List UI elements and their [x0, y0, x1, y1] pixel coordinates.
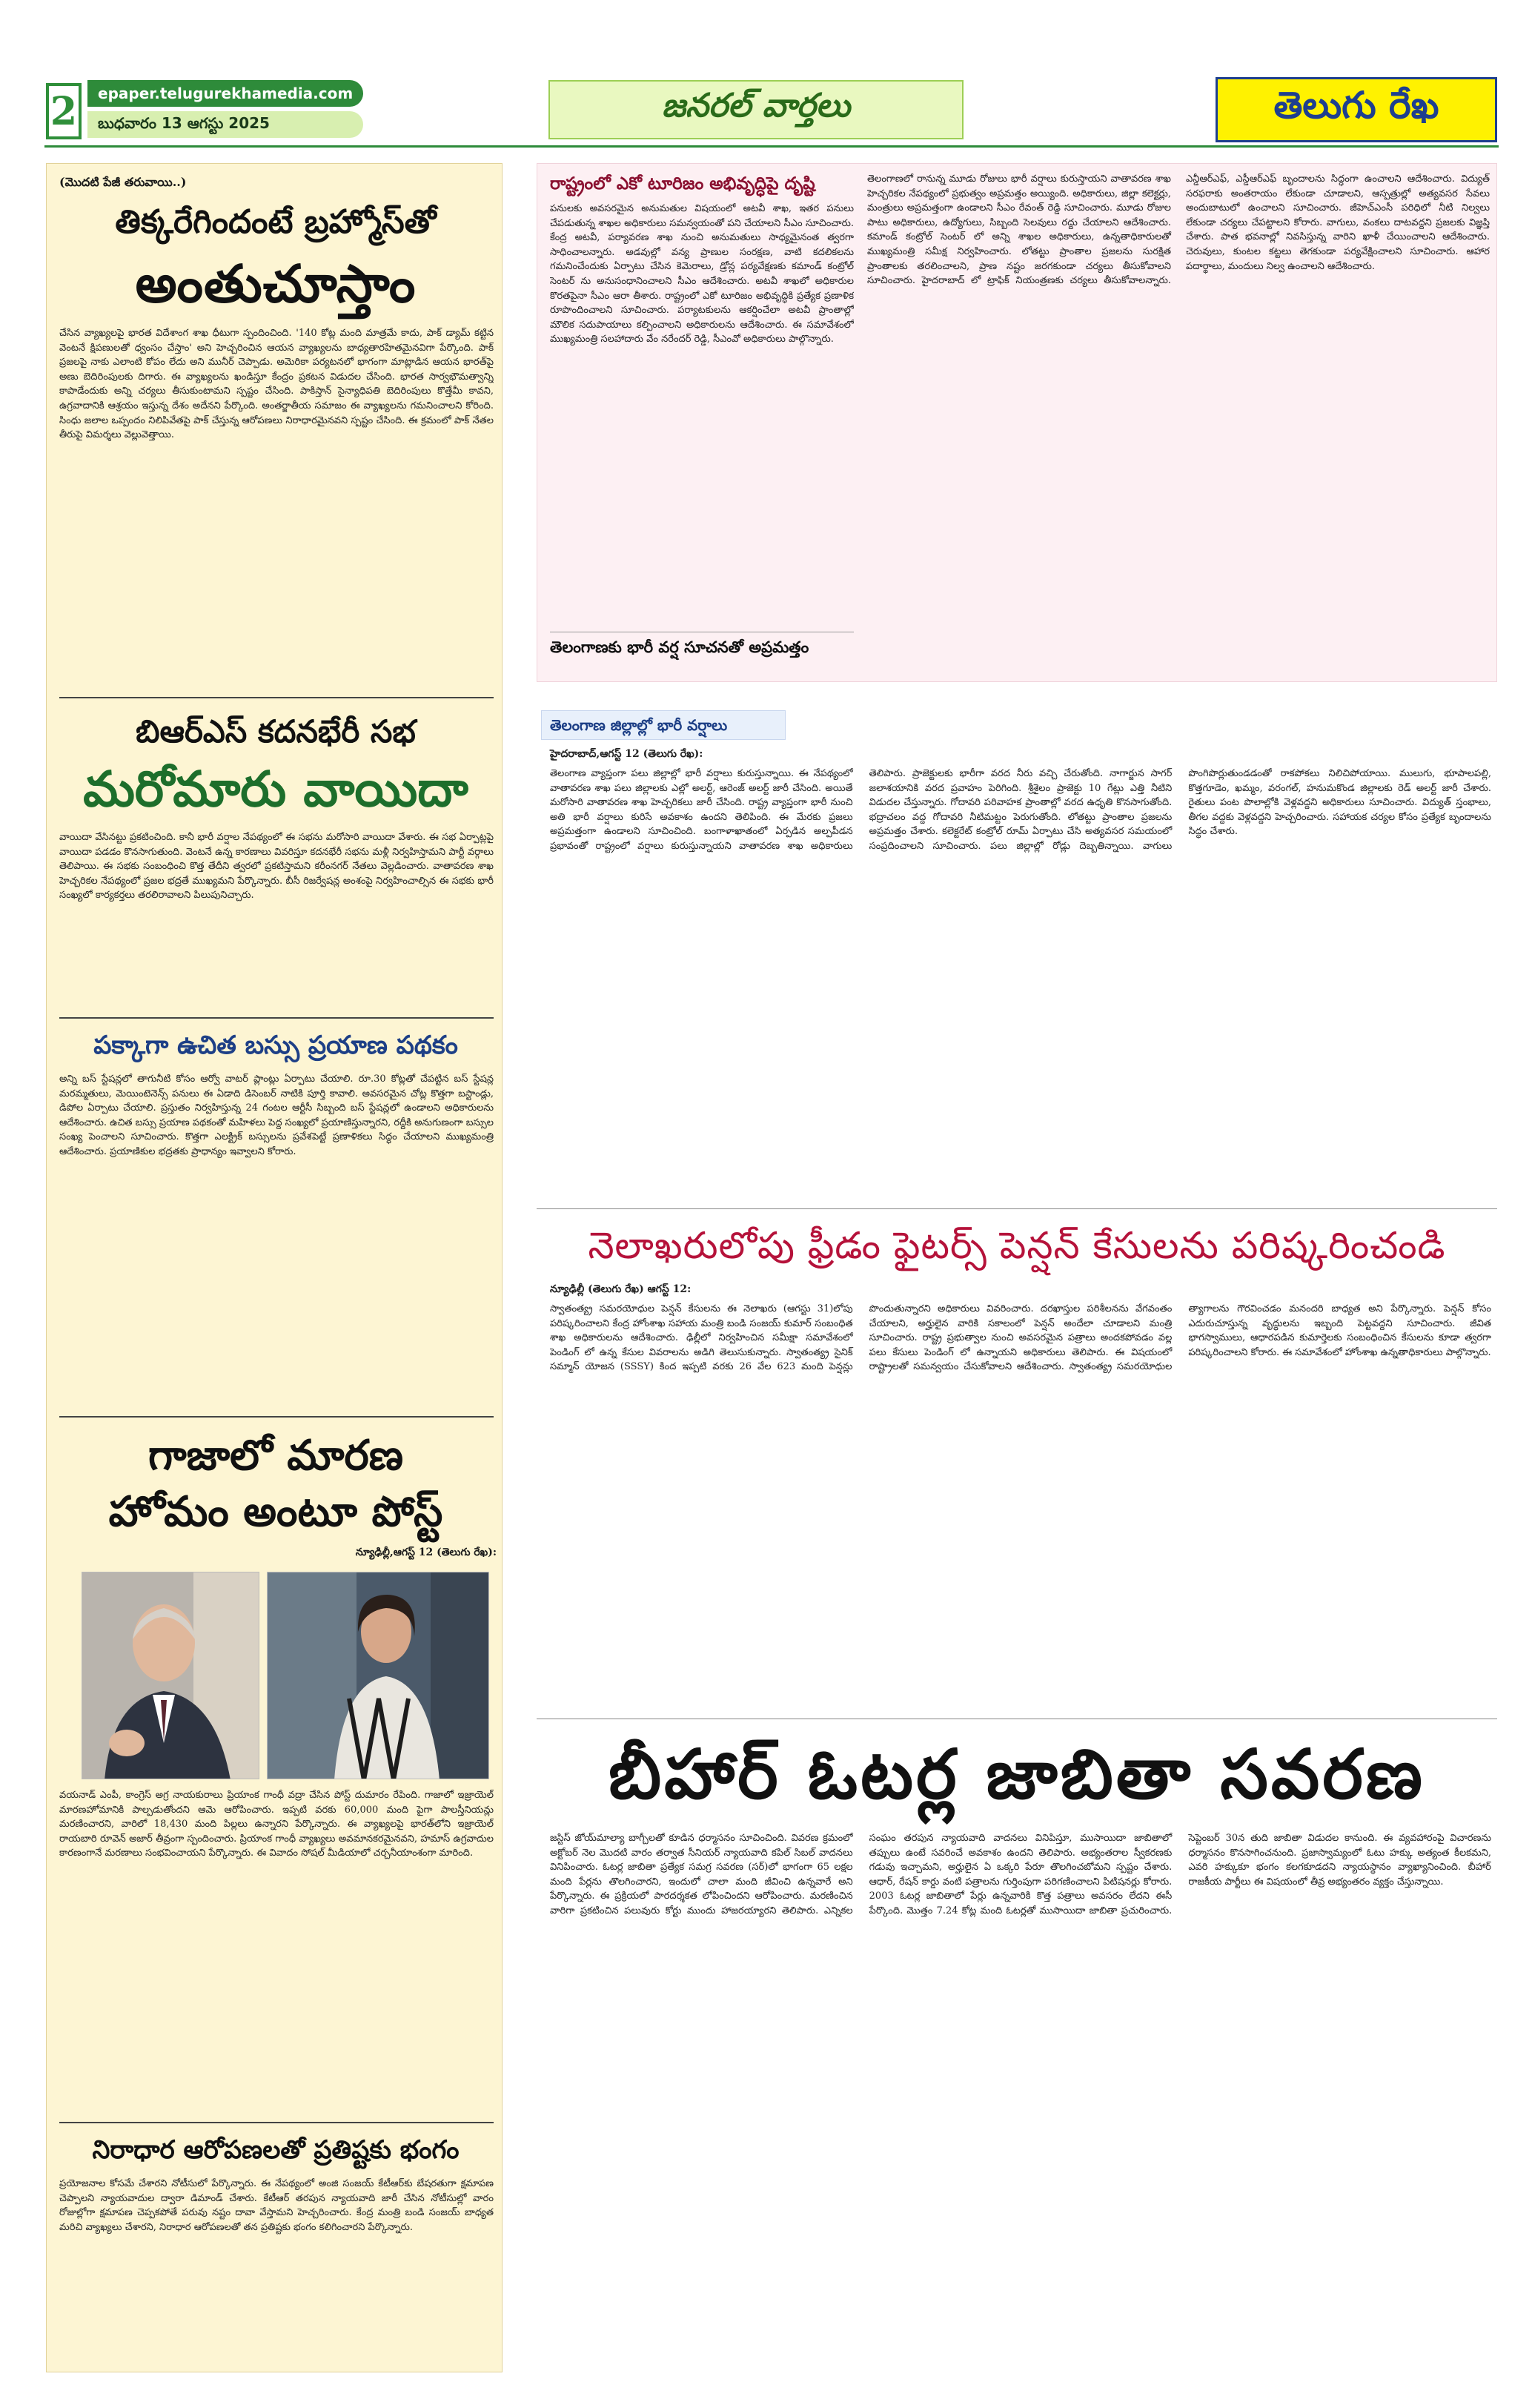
- continuation-note: (మొదటి పేజీ తరువాయి..): [59, 175, 187, 189]
- story4-headline-line1: గాజాలో మారణ: [148, 1431, 403, 1480]
- story1-headline-line2: అంతుచూస్తాం: [135, 253, 417, 314]
- story4-body: వయనాడ్ ఎంపీ, కాంగ్రెస్ అగ్ర నాయకురాలు ప్రియాంక గాంధీ వద్రా చేసిన పోస్ట్ దుమారం రేపింది. గాజాలో ఇజ్రాయెల్ మారణహోమానికి పాల్పడుతోందని ఆమె ఆరోపించారు. ఇప్పటి వరకు 60,000 మంది పైగా పాలస్తీనియన్లు మరణించారని, వారిలో 18,430 మంది పిల్లలు ఉన్నారని పేర్కొన్నారు. ఈ వ్యాఖ్యలపై భారత్‌లోని ఇజ్రాయెల్ రాయబారి రూవెన్ అజార్ తీవ్రంగా స్పందించారు. ప్రియాంక గాంధీ వ్యాఖ్యలు అవమానకరమైనవని, హమాస్ ఉగ్రవాదుల కారణంగానే మరణాలు సంభవించాయని పేర్కొన్నారు. ఈ వివాదం సోషల్ మీడియాలో చర్చనీయాంశంగా మారింది.: [59, 1790, 494, 1859]
- pension-headline: నెలాఖరులోపు ఫ్రీడం ఫైటర్స్ పెన్షన్ కేసులను పరిష్కరించండి: [588, 1224, 1446, 1267]
- masthead-rule: [44, 145, 1499, 148]
- story2-headline-line2: మరోమారు వాయిదా: [83, 760, 468, 818]
- page-number: 2: [46, 83, 82, 139]
- story3-body: అన్ని బస్ స్టేషన్లలో తాగునీటి కోసం ఆర్వో వాటర్ ప్లాంట్లు ఏర్పాటు చేయాలి. రూ.30 కోట్లతో చేపట్టిన బస్ స్టేషన్ల మరమ్మతులు, మెయింటెనెన్స్ పనులు ఈ ఏడాది డిసెంబర్ నాటికి పూర్తి కావాలి. అవసరమైన చోట్ల కొత్తగా బస్టాండ్లు, డిపోల ఏర్పాటు చేయాలి. ప్రస్తుతం నిర్వహిస్తున్న 24 గంటల ఆర్టీసీ సిబ్బంది బస్ స్టేషన్లలో ఉండాలని అధికారులను ఆదేశించారు. ఉచిత బస్సు ప్రయాణ పథకంతో మహిళలు పెద్ద సంఖ్యలో ప్రయాణిస్తున్నారని, రద్దీకి అనుగుణంగా బస్సుల సంఖ్య పెంచాలని సూచించారు. కొత్తగా ఎలక్ట్రిక్ బస్సులను ప్రవేశపెట్టే ప్రణాళికలు సిద్ధం చేయాలని ముఖ్యమంత్రి ఆదేశించారు. ప్రయాణికుల భద్రతకు ప్రాధాన్యం ఇవ్వాలని కోరారు.: [59, 1074, 494, 1157]
- bihar-body: జస్టిస్ జోయ్‌మాల్యా బాగ్చీలతో కూడిన ధర్మాసనం సూచించింది. వివరణ క్రమంలో అక్టోబర్ నెల మొదటి వారం తర్వాత సీనియర్ న్యాయవాది కపిల్ సిబల్ వాదనలు వినిపించారు. ఓటర్ల జాబితా ప్రత్యేక సమగ్ర సవరణ (సర్)లో భాగంగా 65 లక్షల మంది పేర్లను తొలగించారని, ఇందులో చాలా మంది జీవించి ఉన్నవారే అని పేర్కొన్నారు. ఈ ప్రక్రియలో పారదర్శకత లోపించిందని ఆరోపించారు. మరణించిన వారిగా ప్రకటించిన పలువురు కోర్టు ముందు హాజరయ్యారని తెలిపారు. ఎన్నికల సంఘం తరపున న్యాయవాది వాదనలు వినిపిస్తూ, ముసాయిదా జాబితాలో తప్పులు ఉంటే సవరించే అవకాశం ఉందని తెలిపారు. అభ్యంతరాల స్వీకరణకు గడువు ఇచ్చామని, అర్హులైన ఏ ఒక్కరి పేరూ తొలగించబోమని స్పష్టం చేశారు. ఆధార్, రేషన్ కార్డు వంటి పత్రాలను గుర్తింపుగా పరిగణించాలని పిటిషనర్లు కోరారు. 2003 ఓటర్ల జాబితాలో పేర్లు ఉన్నవారికి కొత్త పత్రాలు అవసరం లేదని ఈసీ పేర్కొంది. మొత్తం 7.24 కోట్ల మంది ఓటర్లతో ముసాయిదా జాబితా ప్రచురించారు. సెప్టెంబర్ 30న తుది జాబితా విడుదల కానుంది. ఈ వ్యవహారంపై విచారణను ధర్మాసనం కొనసాగించనుంది. ప్రజాస్వామ్యంలో ఓటు హక్కు అత్యంత కీలకమని, ఎవరి హక్కుకూ భంగం కలగకూడదని న్యాయస్థానం వ్యాఖ్యానించింది. బీహార్ రాజకీయ పార్టీలు ఈ విషయంలో తీవ్ర అభ్యంతరం వ్యక్తం చేస్తున్నాయి.: [550, 1833, 1491, 1916]
- rain-body: తెలంగాణ వ్యాప్తంగా పలు జిల్లాల్లో భారీ వర్షాలు కురుస్తున్నాయి. ఈ నేపథ్యంలో వాతావరణ శాఖ పలు జిల్లాలకు ఎల్లో అలర్ట్, ఆరెంజ్ అలర్ట్ జారీ చేసింది. అయితే మరోసారి వాతావరణ శాఖ హెచ్చరికలు జారీ చేసింది. రాష్ట్ర వ్యాప్తంగా భారీ నుంచి అతి భారీ వర్షాలు కురిసే అవకాశం ఉందని తెలిపింది. ఈ మేరకు ప్రజలు అప్రమత్తంగా ఉండాలని సూచించింది. బంగాళాఖాతంలో ఏర్పడిన అల్పపీడన ప్రభావంతో రాష్ట్రంలో వర్షాలు కురుస్తున్నాయని వాతావరణ శాఖ అధికారులు తెలిపారు. ప్రాజెక్టులకు భారీగా వరద నీరు వచ్చి చేరుతోంది. నాగార్జున సాగర్ జలాశయానికి వరద ప్రవాహం పెరిగింది. శ్రీశైలం ప్రాజెక్టు 10 గేట్లు ఎత్తి నీటిని విడుదల చేస్తున్నారు. గోదావరి పరివాహక ప్రాంతాల్లో వరద ఉధృతి కొనసాగుతోంది. భద్రాచలం వద్ద గోదావరి నీటిమట్టం పెరుగుతోంది. లోతట్టు ప్రాంతాల ప్రజలను అప్రమత్తం చేశారు. కలెక్టరేట్ కంట్రోల్ రూమ్ ఏర్పాటు చేసి అత్యవసర సమయంలో సంప్రదించాలని సూచించారు. పలు జిల్లాల్లో రోడ్లు దెబ్బతిన్నాయి. వాగులు పొంగిపొర్లుతుండడంతో రాకపోకలు నిలిచిపోయాయి. ములుగు, భూపాలపల్లి, కొత్తగూడెం, ఖమ్మం, వరంగల్, హనుమకొండ జిల్లాలకు రెడ్ అలర్ట్ జారీ చేశారు. రైతులు పంట పొలాల్లోకి వెళ్లవద్దని అధికారులు సూచించారు. విద్యుత్ స్తంభాలు, తీగల వద్దకు వెళ్లవద్దని హెచ్చరించారు. సహాయక చర్యల కోసం ప్రత్యేక బృందాలను సిద్ధం చేశారు.: [550, 768, 1491, 852]
- photo-ambassador: [82, 1572, 259, 1779]
- story5-body: ప్రయోజనాల కోసమే చేశారని నోటీసులో పేర్కొన్నారు. ఈ నేపథ్యంలో అంజి సంజయ్ కేటీఆర్‌కు బేషరతుగా క్షమాపణ చెప్పాలని న్యాయవాదుల ద్వారా డిమాండ్ చేశారు. కేటీఆర్ తరపున న్యాయవాది జారీ చేసిన నోటీసుల్లో వారం రోజుల్లోగా క్షమాపణ చెప్పకపోతే పరువు నష్టం దావా వేస్తామని హెచ్చరించారు. కేంద్ర మంత్రి బండి సంజయ్ బాధ్యత మరిచి వ్యాఖ్యలు చేశారని, నిరాధార ఆరోపణలతో తన ప్రతిష్టకు భంగం కలిగించారని పేర్కొన్నారు.: [59, 2178, 494, 2233]
- priyanka-illustration: [268, 1572, 489, 1779]
- story3-headline: పక్కాగా ఉచిత బస్సు ప్రయాణ పథకం: [93, 1031, 458, 1060]
- story2-headline-line1: బిఆర్ఎస్ కదనభేరీ సభ: [136, 713, 416, 750]
- divider: [537, 1208, 1497, 1209]
- story4-dateline: న్యూఢిల్లీ,ఆగస్ట్ 12 (తెలుగు రేఖ):: [355, 1547, 497, 1558]
- rain-headline: తెలంగాణ జిల్లాల్లో భారీ వర్షాలు: [550, 716, 728, 734]
- rain-alert-headline: తెలంగాణకు భారీ వర్ష సూచనతో అప్రమత్తం: [550, 638, 809, 656]
- pension-dateline: న్యూఢిల్లీ (తెలుగు రేఖ) ఆగస్ట్ 12:: [550, 1283, 692, 1295]
- bihar-headline: బీహార్ ఓటర్ల జాబితా సవరణ: [609, 1734, 1425, 1814]
- issue-date: బుధవారం 13 ఆగస్టు 2025: [87, 111, 363, 138]
- epaper-url[interactable]: epaper.telugurekhamedia.com: [87, 80, 363, 107]
- story1-headline-line1: తిక్కరేగిందంటే బ్రహ్మోస్‌తో: [115, 203, 437, 241]
- story1-body: చేసిన వ్యాఖ్యలపై భారత విదేశాంగ శాఖ ధీటుగా స్పందించింది. '140 కోట్ల మంది మాత్రమే కాదు, పాక్ డ్యామ్ కట్టిన వెంటనే క్షిపణులతో ధ్వంసం చేస్తాం' అని హెచ్చరించిన ఆయన వ్యాఖ్యలను బాధ్యతారహితమైనవిగా పేర్కొంది. పాక్ ప్రజలపై నాకు ఎలాంటి కోపం లేదు అని మునీర్ చెప్పాడు. అమెరికా పర్యటనలో భాగంగా మాట్లాడిన ఆయన భారత్‌పై అణు బెదిరింపులకు దిగారు. ఈ వ్యాఖ్యలను ఖండిస్తూ కేంద్రం ప్రకటన విడుదల చేసింది. భారత సార్వభౌమత్వాన్ని కాపాడేందుకు అన్ని చర్యలు తీసుకుంటామని స్పష్టం చేసింది. పాకిస్తాన్ సైన్యాధిపతి బెదిరింపులు కొత్తేమీ కావని, ఉగ్రవాదానికి ఆశ్రయం ఇస్తున్న దేశం అదేనని పేర్కొంది. అంతర్జాతీయ సమాజం ఈ వ్యాఖ్యలను గమనించాలని కోరింది. సింధు జలాల ఒప్పందం నిలిపివేతపై పాక్ చేస్తున్న ఆరోపణలు నిరాధారమైనవని స్పష్టం చేసింది. ఈ క్రమంలో పాక్ నేతల తీరుపై విమర్శలు వెల్లువెత్తాయి.: [59, 328, 494, 441]
- story2-body: వాయిదా వేసినట్టు ప్రకటించింది. కానీ భారీ వర్షాల నేపథ్యంలో ఈ సభను మరోసారి వాయిదా వేశారు. ఈ సభ ఏర్పాట్లపై వాయిదా పడడం కొనసాగుతుంది. వెంటనే ఉన్న కారణాలు వివరిస్తూ కదనభేరీ సభను మళ్లీ నిర్వహిస్తామని పార్టీ వర్గాలు తెలిపాయి. ఈ సభకు సంబంధించి కొత్త తేదీని త్వరలో ప్రకటిస్తామని కరీంనగర్ నేతలు వెల్లడించారు. వాతావరణ శాఖ హెచ్చరికల నేపథ్యంలో ప్రజల భద్రతే ముఖ్యమని పేర్కొన్నారు. బీసీ రిజర్వేషన్ల అంశంపై నిర్వహించాల్సిన ఈ సభకు భారీ సంఖ్యలో కార్యకర్తలు తరలిరావాలని పిలుపునిచ్చారు.: [59, 832, 494, 902]
- ambassador-illustration: [82, 1572, 259, 1779]
- ecotourism-headline: రాష్ట్రంలో ఎకో టూరిజం అభివృద్ధిపై దృష్టి: [550, 173, 815, 194]
- divider: [59, 697, 494, 698]
- story4-headline-line2: హోమం అంటూ పోస్ట్: [108, 1487, 443, 1536]
- photo-priyanka: [267, 1572, 489, 1779]
- divider: [59, 2122, 494, 2123]
- section-title: జనరల్ వార్తలు: [548, 80, 964, 139]
- rain-dateline: హైదరాబాద్,ఆగస్ట్ 12 (తెలుగు రేఖ):: [550, 748, 703, 760]
- divider: [59, 1017, 494, 1019]
- pension-body: స్వాతంత్య్ర సమరయోధుల పెన్షన్ కేసులను ఈ నెలాఖరు (ఆగస్టు 31)లోపు పరిష్కరించాలని కేంద్ర హోంశాఖ సహాయ మంత్రి బండి సంజయ్ కుమార్ సంబంధిత శాఖ అధికారులను ఆదేశించారు. ఢిల్లీలో నిర్వహించిన సమీక్షా సమావేశంలో పెండింగ్ లో ఉన్న కేసుల వివరాలను అడిగి తెలుసుకున్నారు. స్వాతంత్య్ర సైనిక్ సమ్మాన్ యోజన (SSSY) కింద ఇప్పటి వరకు 26 వేల 623 మంది పెన్షన్లు పొందుతున్నారని అధికారులు వివరించారు. దరఖాస్తుల పరిశీలనను వేగవంతం చేయాలని, అర్హులైన వారికి సకాలంలో పెన్షన్ అందేలా చూడాలని మంత్రి సూచించారు. రాష్ట్ర ప్రభుత్వాల నుంచి అవసరమైన పత్రాలు అందకపోవడం వల్ల పలు కేసులు పెండింగ్ లో ఉన్నాయని అధికారులు తెలిపారు. ఈ విషయంలో రాష్ట్రాలతో సమన్వయం చేసుకోవాలని ఆదేశించారు. స్వాతంత్య్ర సమరయోధుల త్యాగాలను గౌరవించడం మనందరి బాధ్యత అని పేర్కొన్నారు. పెన్షన్ కోసం ఎదురుచూస్తున్న వృద్ధులను ఇబ్బంది పెట్టవద్దని సూచించారు. జీవిత భాగస్వాములు, ఆధారపడిన కుమార్తెలకు సంబంధించిన కేసులను కూడా త్వరగా పరిష్కరించాలని కోరారు. ఈ సమావేశంలో హోంశాఖ ఉన్నతాధికారులు పాల్గొన్నారు.: [550, 1303, 1491, 1373]
- ecotourism-body: పనులకు అవసరమైన అనుమతుల విషయంలో అటవీ శాఖ, ఇతర పనులు చేపడుతున్న శాఖల అధికారులు సమన్వయంతో పని చేయాలని సీఎం సూచించారు. కేంద్ర అటవీ, పర్యావరణ శాఖ నుంచి అనుమతులు సాధ్యమైనంత త్వరగా సాధించాలన్నారు. అడవుల్లో వన్య ప్రాణుల సంరక్షణ, వాటి కదలికలను గమనించేందుకు ఏర్పాటు చేసిన కెమెరాలు, డ్రోన్ల పర్యవేక్షణకు కమాండ్ కంట్రోల్ సెంటర్ ను అనుసంధానించాలని సీఎం ఆదేశించారు. అటవీ శాఖలో అధికారుల కొరతపైనా సీఎం ఆరా తీశారు. రాష్ట్రంలో ఎకో టూరిజం అభివృద్ధికి ప్రత్యేక ప్రణాళిక రూపొందించాలని సూచించారు. పర్యాటకులను ఆకర్షించేలా అటవీ ప్రాంతాల్లో మౌలిక సదుపాయాలు కల్పించాలని అధికారులను ఆదేశించారు. ఈ సమావేశంలో ముఖ్యమంత్రి సలహాదారు వేం నరేందర్ రెడ్డి, సీఎంవో అధికారులు పాల్గొన్నారు.: [550, 203, 854, 345]
- rain-alert-body: తెలంగాణలో రానున్న మూడు రోజులు భారీ వర్షాలు కురుస్తాయని వాతావరణ శాఖ హెచ్చరికల నేపథ్యంలో ప్రభుత్వం అప్రమత్తం అయ్యింది. అధికారులు, జిల్లా కలెక్టర్లు, మంత్రులు అప్రమత్తంగా ఉండాలని సీఎం రేవంత్ రెడ్డి సూచించారు. మూడు రోజుల పాటు అధికారులు, ఉద్యోగులు, సిబ్బంది సెలవులు రద్దు చేయాలని ఆదేశించారు. కమాండ్ కంట్రోల్ సెంటర్ లో అన్ని శాఖల అధికారులు, ఉన్నతాధికారులతో ముఖ్యమంత్రి సమీక్ష నిర్వహించారు. లోతట్టు ప్రాంతాల ప్రజలను సురక్షిత ప్రాంతాలకు తరలించాలని, ప్రాణ నష్టం జరగకుండా చర్యలు తీసుకోవాలని సూచించారు. హైదరాబాద్ లో ట్రాఫిక్ నియంత్రణకు చర్యలు తీసుకోవాలన్నారు. ఎన్డీఆర్ఎఫ్, ఎస్డీఆర్ఎఫ్ బృందాలను సిద్ధంగా ఉంచాలని ఆదేశించారు. విద్యుత్ సరఫరాకు అంతరాయం లేకుండా చూడాలని, ఆస్పత్రుల్లో అత్యవసర సేవలు అందుబాటులో ఉంచాలని సూచించారు. జీహెచ్ఎంసీ పరిధిలో నీటి నిల్వలు లేకుండా చర్యలు చేపట్టాలని కోరారు. వాగులు, వంకలు దాటవద్దని ప్రజలకు విజ్ఞప్తి చేశారు. పాత భవనాల్లో నివసిస్తున్న వారిని ఖాళీ చేయించాలని ఆదేశించారు. చెరువులు, కుంటల కట్టలు తెగకుండా పర్యవేక్షించాలని సూచించారు. ఆహార పదార్థాలు, మందులు నిల్వ ఉంచాలని ఆదేశించారు.: [867, 173, 1490, 287]
- brand-logo: తెలుగు రేఖ: [1216, 77, 1497, 142]
- story5-headline: నిరాధార ఆరోపణలతో ప్రతిష్టకు భంగం: [92, 2135, 460, 2165]
- divider: [59, 1416, 494, 1418]
